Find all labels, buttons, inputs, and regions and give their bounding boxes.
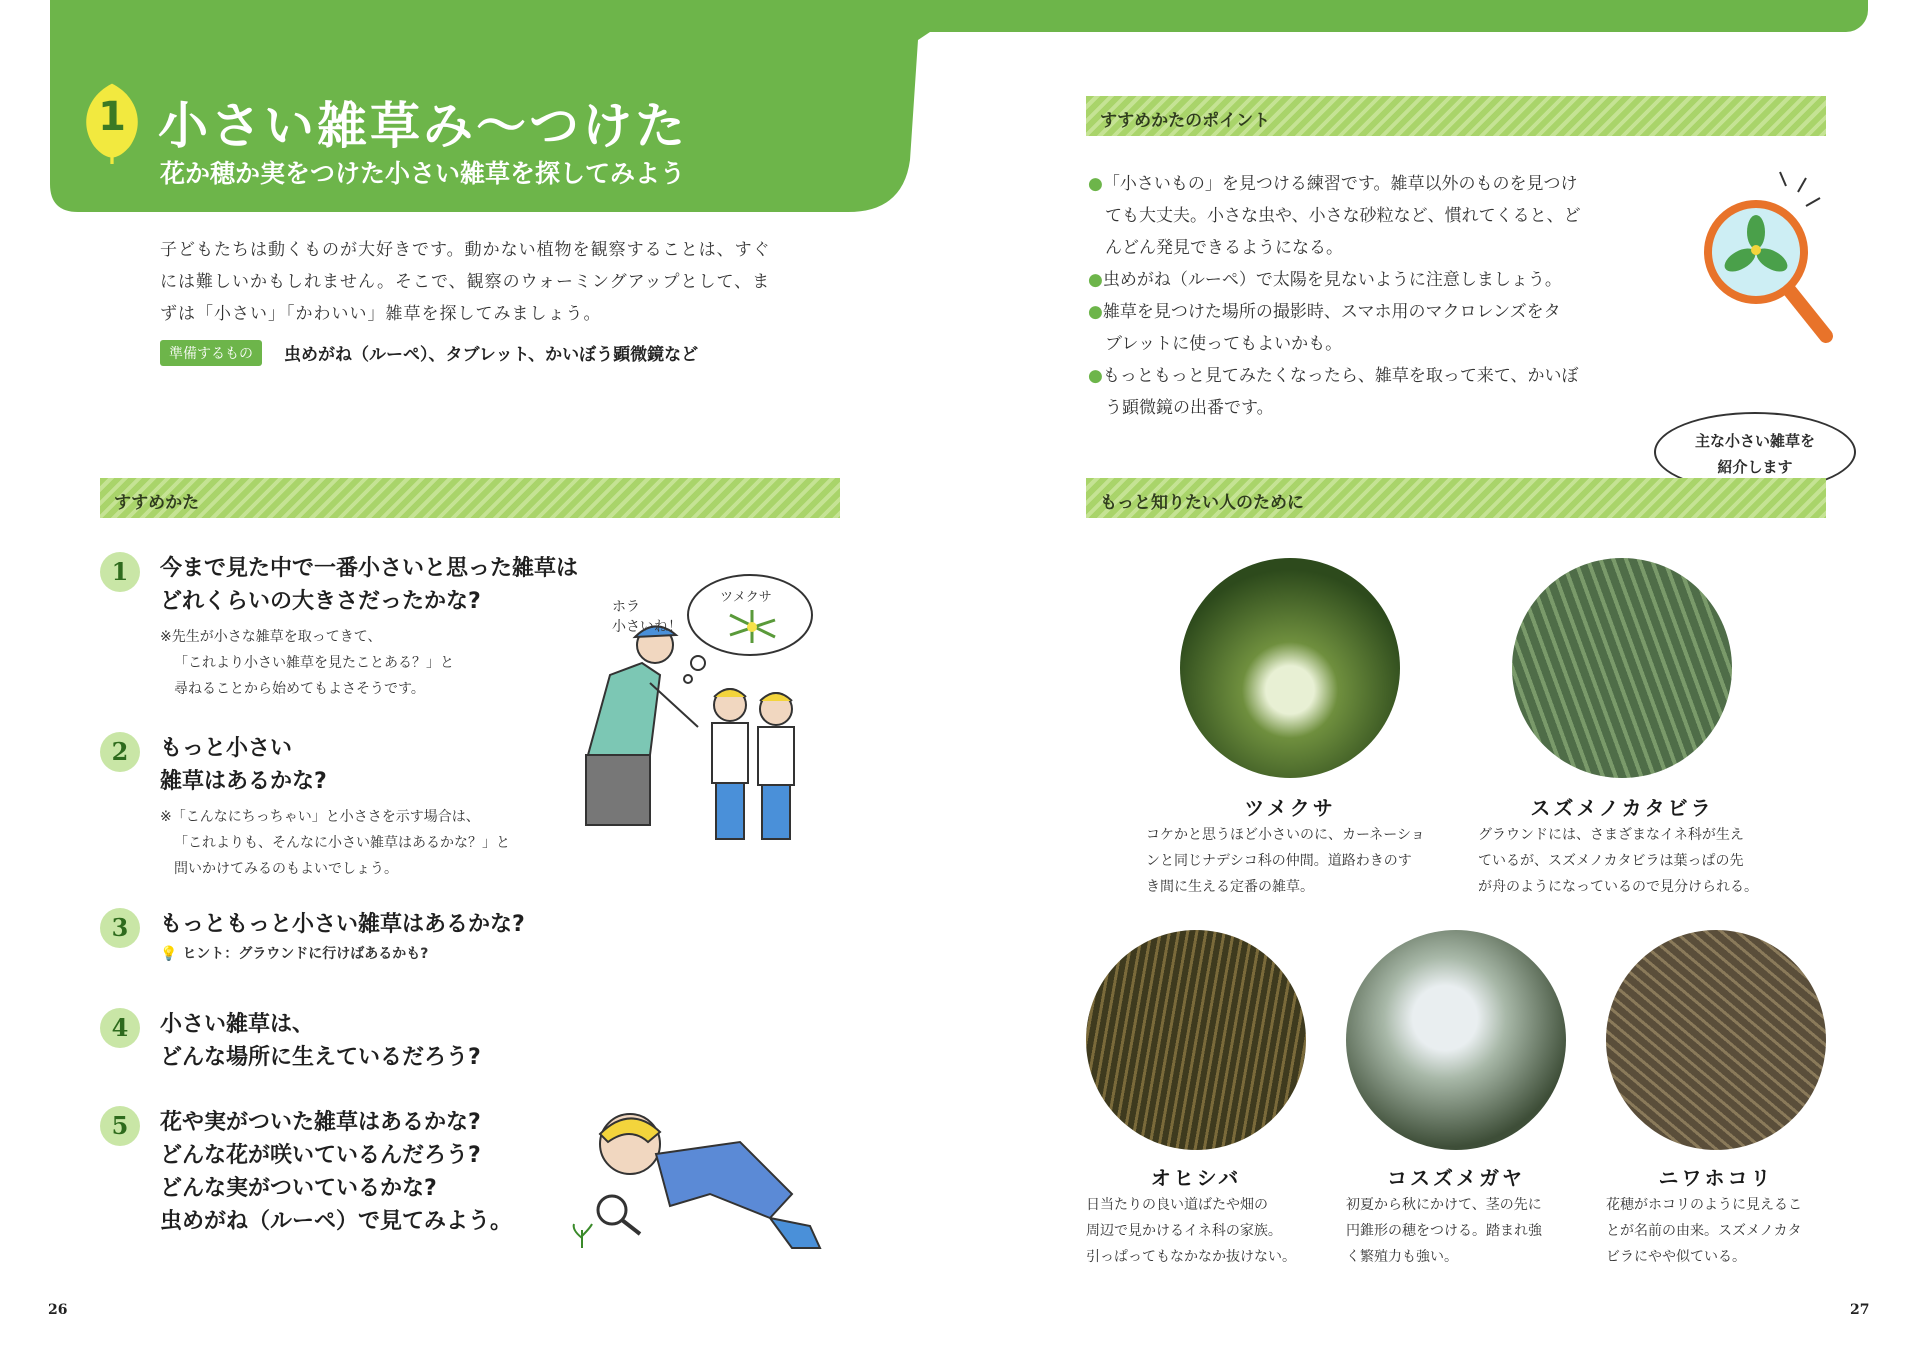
weed-desc: 日当たりの良い道ばたや畑の 周辺で見かけるイネ科の家族。 引っぱってもなかなか抜けない。 (1086, 1197, 1296, 1265)
weed-photo-suzumenokatabira (1512, 558, 1732, 778)
step-4 (160, 1008, 481, 1074)
intro-line: 子どもたちは動くものが大好きです。動かない植物を観察することは、すぐ (160, 240, 771, 260)
point-line: ●虫めがね（ルーペ）で太陽を見ないように注意しましょう。 (1088, 270, 1562, 290)
section-label-how-to: すすめかた (114, 493, 200, 513)
step-note: 「これより小さい雑草を見たことある？」と (174, 655, 454, 671)
point-line: ●「小さいもの」を見つける練習です。雑草以外のものを見つけ (1088, 174, 1578, 194)
step-number: 1 (100, 552, 140, 592)
page-number-right: 27 (1850, 1302, 1870, 1318)
step-question: もっと小さい (160, 736, 293, 761)
intro-line: には難しいかもしれません。そこで、観察のウォーミングアップとして、ま (160, 272, 771, 292)
step-number: 3 (100, 908, 140, 948)
step-hint: ヒント：グラウンドに行けばあるかも? (182, 946, 429, 962)
bullet-dot-icon: ● (1088, 270, 1103, 290)
weed-photo-tsumekusa (1180, 558, 1400, 778)
weed-photo-niwahokori (1606, 930, 1826, 1150)
weed-name: コスズメガヤ (1387, 1166, 1525, 1190)
bullet-dot-icon: ● (1088, 302, 1103, 322)
weed-name: オヒシバ (1150, 1166, 1242, 1190)
weed-desc: グラウンドには、さまざまなイネ科が生え ているが、スズメノカタビラは葉っぱの先 が舟のようになっているので見分けられる。 (1478, 827, 1758, 895)
point-line: う顕微鏡の出番です。 (1105, 398, 1274, 418)
weed-photo-kosuzumegaya (1346, 930, 1566, 1150)
speech-line: ホラ (612, 599, 640, 615)
step-3 (160, 908, 525, 967)
step-question: どれくらいの大きさだったかな? (160, 589, 481, 614)
step-5 (160, 1106, 512, 1238)
step-question: 虫めがね（ルーペ）で見てみよう。 (160, 1209, 513, 1234)
step-note: 「これよりも、そんなに小さい雑草はあるかな？」と (174, 835, 510, 851)
bullet-dot-icon: ● (1088, 366, 1103, 386)
step-question: 今まで見た中で一番小さいと思った雑草は (160, 556, 579, 581)
page-number-left: 26 (48, 1302, 68, 1318)
step-question: どんな花が咲いているんだろう? (160, 1143, 481, 1168)
step-question: どんな場所に生えているだろう? (160, 1045, 481, 1070)
intro-line: ずは「小さい」「かわいい」雑草を探してみましょう。 (160, 304, 602, 324)
step-question: もっともっと小さい雑草はあるかな? (160, 912, 525, 937)
weed-desc: 花穂がホコリのように見えるこ とが名前の由来。スズメノカタ ビラにやや似ている。 (1606, 1197, 1802, 1265)
step-question: 小さい雑草は、 (160, 1012, 315, 1037)
step-question: 雑草はあるかな? (160, 769, 327, 794)
intro-text (160, 234, 840, 330)
bubble-line: 主な小さい雑草を (1694, 432, 1815, 450)
step-question: 花や実がついた雑草はあるかな? (160, 1110, 481, 1135)
weed-name: ニワホコリ (1658, 1166, 1774, 1190)
magnifier-icon (1690, 168, 1840, 348)
weed-photo-ohishiba (1086, 930, 1306, 1150)
section-band-how-to (100, 478, 840, 518)
point-line: ●もっともっと見てみたくなったら、雑草を取って来て、かいぼ (1088, 366, 1579, 386)
page-subtitle: 花か穂か実をつけた小さい雑草を探してみよう (160, 159, 686, 188)
weed-name: スズメノカタビラ (1530, 796, 1714, 820)
child-magnifier-illustration (560, 1098, 850, 1258)
step-note: 問いかけてみるのもよいでしょう。 (174, 861, 398, 877)
step-1 (160, 552, 578, 702)
step-number: 2 (100, 732, 140, 772)
step-note: ※先生が小さな雑草を取ってきて、 (160, 629, 382, 645)
step-number: 4 (100, 1008, 140, 1048)
point-line: ても大丈夫。小さな虫や、小さな砂粒など、慣れてくると、ど (1105, 206, 1581, 226)
step-2 (160, 732, 510, 882)
weed-desc: 初夏から秋にかけて、茎の先に 円錐形の穂をつける。踏まれ強 く繁殖力も強い。 (1346, 1197, 1542, 1265)
illustration-speech (612, 596, 682, 636)
page-title: 小さい雑草み〜つけた (158, 97, 688, 155)
lightbulb-icon: 💡 (160, 946, 178, 962)
illustration-bubble-label: ツメクサ (720, 590, 772, 605)
point-line: ブレットに使ってもよいかも。 (1105, 334, 1343, 354)
speech-line: 小さいね！ (612, 619, 682, 635)
step-number: 5 (100, 1106, 140, 1146)
bubble-line: 紹介します (1717, 458, 1793, 476)
point-line: ●雑草を見つけた場所の撮影時、スマホ用のマクロレンズをタ (1088, 302, 1561, 322)
point-line: んどん発見できるようになる。 (1105, 238, 1343, 258)
section-label-points: すすめかたのポイント (1100, 111, 1271, 131)
weed-name: ツメクサ (1244, 796, 1336, 820)
section-number: 1 (98, 94, 126, 140)
weed-desc: コケかと思うほど小さいのに、カーネーショ ンと同じナデシコ科の仲間。道路わきのす き間に生える定番の雑草。 (1146, 827, 1425, 895)
step-note: 尋ねることから始めてもよさそうです。 (174, 681, 425, 697)
step-question: どんな実がついているかな? (160, 1176, 437, 1201)
prep-badge: 準備するもの (160, 340, 262, 366)
section-label-more: もっと知りたい人のために (1100, 493, 1304, 513)
step-note: ※「こんなにちっちゃい」と小ささを示す場合は、 (160, 809, 480, 825)
points-list (1088, 168, 1581, 424)
bullet-dot-icon: ● (1088, 174, 1103, 194)
prep-items: 虫めがね（ルーペ）、タブレット、かいぼう顕微鏡など (284, 345, 699, 365)
